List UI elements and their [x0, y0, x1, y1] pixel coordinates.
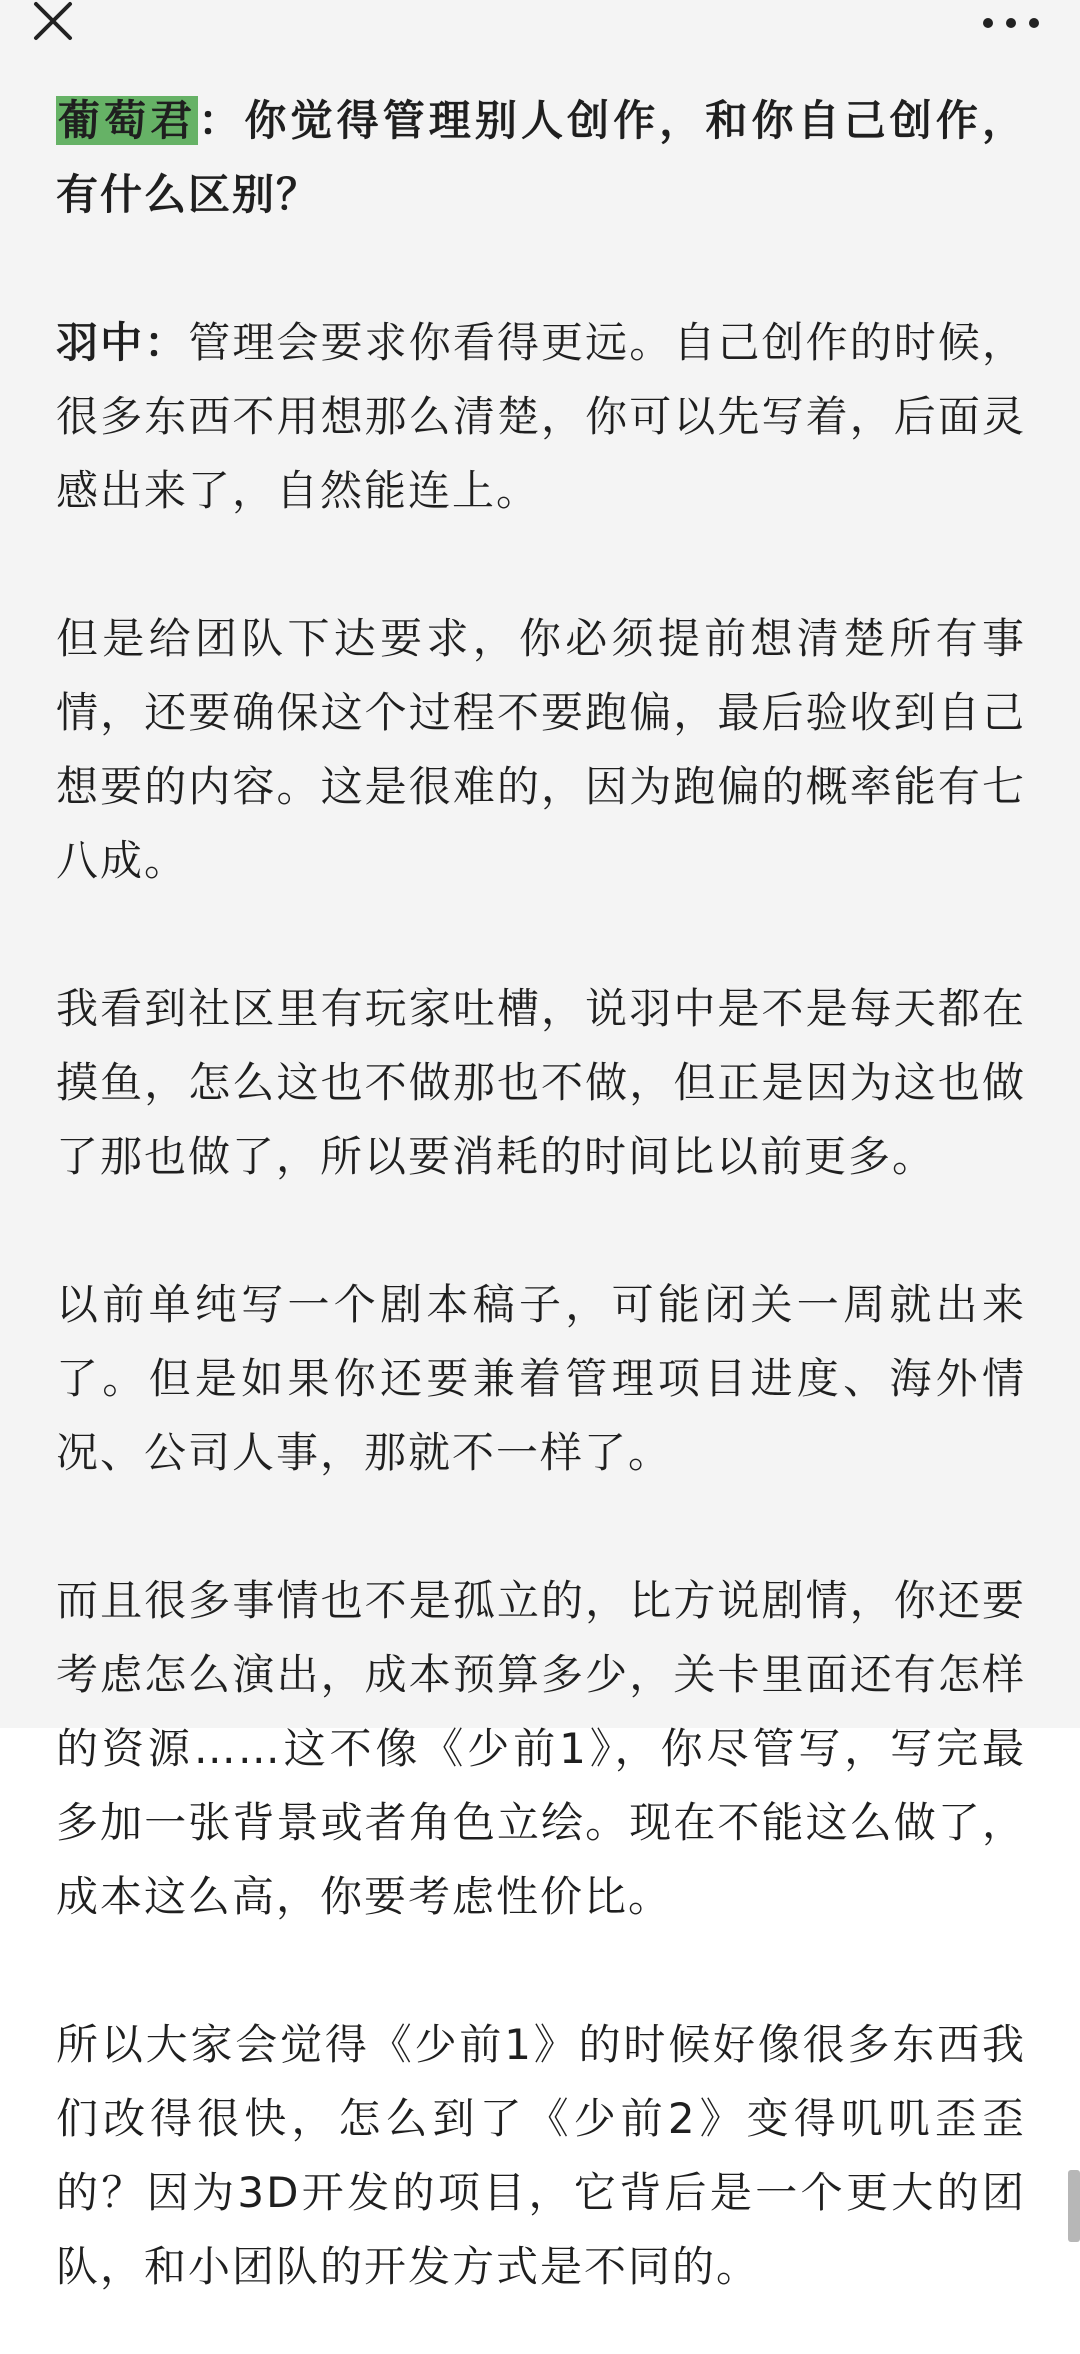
- interviewee-name: 羽中：: [56, 318, 189, 367]
- close-button[interactable]: [30, 0, 76, 46]
- more-button[interactable]: [980, 10, 1042, 36]
- paragraph-4: 我看到社区里有玩家吐槽，说羽中是不是每天都在摸鱼，怎么这也不做那也不做，但正是因为这也做了那也做了，所以要消耗的时间比以前更多。: [56, 984, 1026, 1181]
- paragraph-5: 以前单纯写一个剧本稿子，可能闭关一周就出来了。但是如果你还要兼着管理项目进度、海外情况、公司人事，那就不一样了。: [56, 1280, 1026, 1477]
- paragraph-3: 但是给团队下达要求，你必须提前想清楚所有事情，还要确保这个过程不要跑偏，最后验收到自己想要的内容。这是很难的，因为跑偏的概率能有七八成。: [56, 614, 1026, 885]
- paragraph-7: 所以大家会觉得《少前1》的时候好像很多东西我们改得很快，怎么到了《少前2》变得叽叽歪歪的？因为3D开发的项目，它背后是一个更大的团队，和小团队的开发方式是不同的。: [56, 2020, 1026, 2291]
- more-dots-icon: [980, 10, 1042, 36]
- interviewer-name-highlight: 葡萄君: [58, 96, 197, 145]
- question-separator: ：: [198, 96, 245, 145]
- top-bar: [0, 0, 1080, 46]
- question-text: 你觉得管理别人创作，和你自己创作，有什么区别？: [56, 96, 1026, 219]
- close-icon: [30, 0, 76, 46]
- article-body: [56, 84, 1026, 2304]
- question-paragraph: [56, 84, 1026, 232]
- paragraph-6: 而且很多事情也不是孤立的，比方说剧情，你还要考虑怎么演出，成本预算多少，关卡里面还有怎样的资源……这不像《少前1》，你尽管写，写完最多加一张背景或者角色立绘。现在不能这么做了，成本这么高，你要考虑性价比。: [56, 1576, 1026, 1921]
- answer-text: 管理会要求你看得更远。自己创作的时候，很多东西不用想那么清楚，你可以先写着，后面灵感出来了，自然能连上。: [56, 318, 1026, 515]
- scrollbar-thumb[interactable]: [1068, 2170, 1080, 2242]
- answer-paragraph: [56, 306, 1026, 528]
